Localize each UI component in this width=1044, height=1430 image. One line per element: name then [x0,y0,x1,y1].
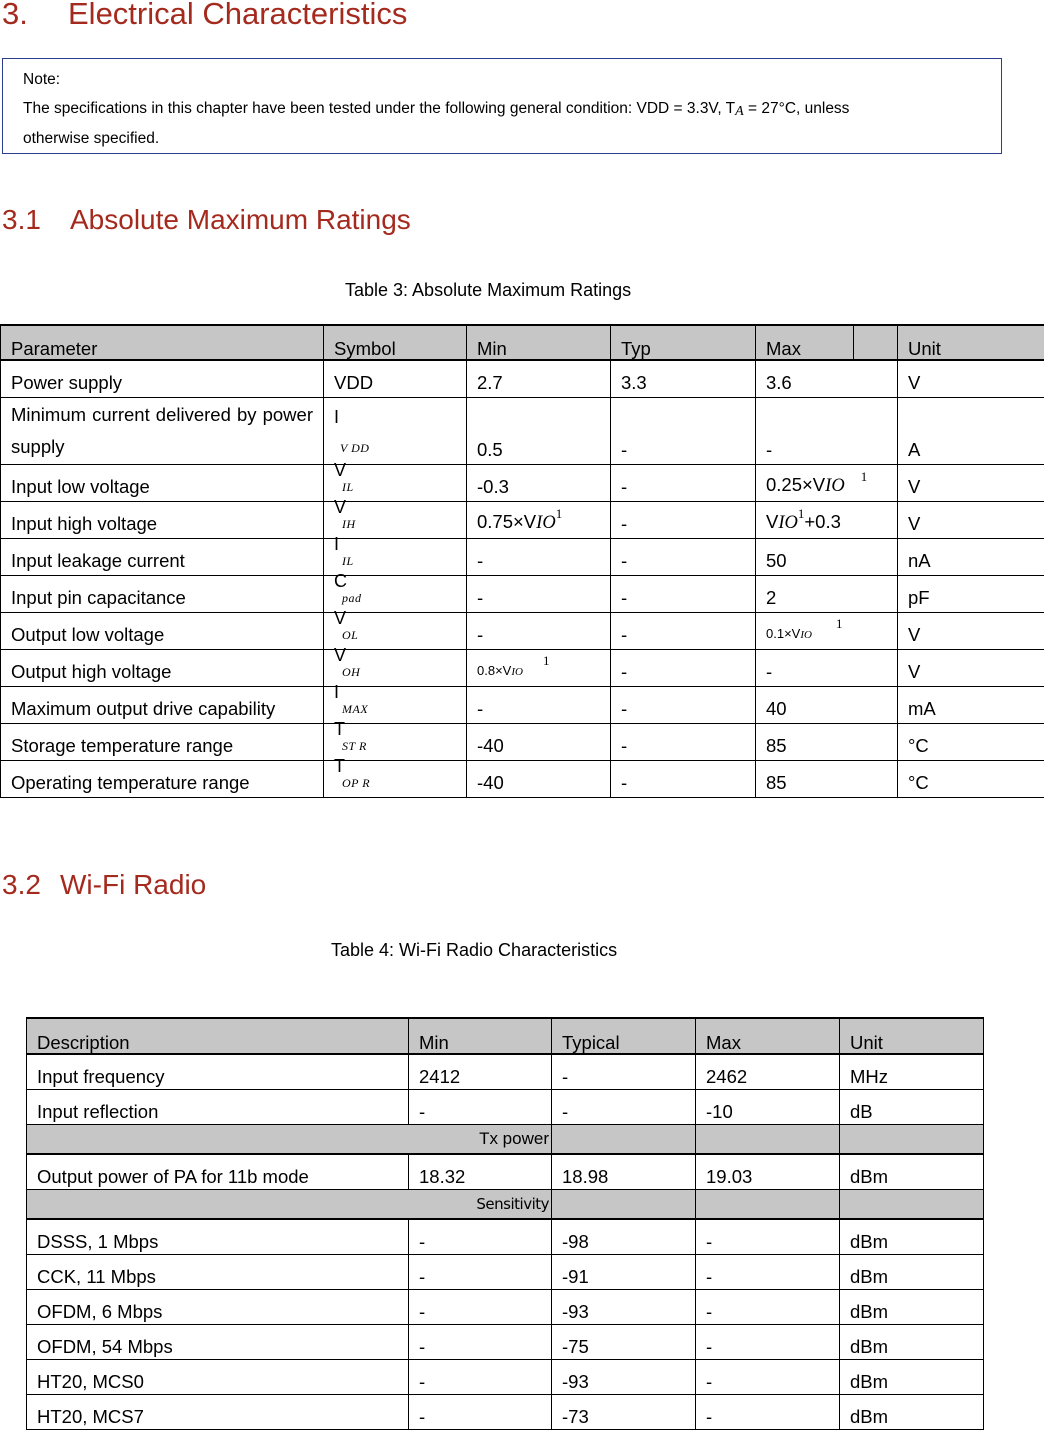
symbol-cell: V OH [324,650,467,687]
header-unit: Unit [840,1018,984,1054]
wifi-radio-table [26,1017,984,1430]
table-header-row [27,1018,984,1054]
table-header-row [1,325,1044,360]
section-number: 3.1 [2,204,70,236]
header-typ: Typ [611,325,756,360]
header-max: Max [756,325,854,360]
section-number: 3. [2,0,68,32]
header-symbol: Symbol [324,325,467,360]
header-max: Max [696,1018,840,1054]
table-row: Output low voltage V OL - - 0.1×VIO1 V [1,613,1044,650]
symbol-cell: I MAX [324,687,467,724]
table-row: Operating temperature range T OP R -40 - 85 °C [1,761,1044,798]
table-row: DSSS, 1 Mbps - -98 - dBm [27,1219,984,1255]
section-heading-3 [2,0,407,32]
section-title: Absolute Maximum Ratings [70,204,411,235]
table-row: Input high voltage V IH $0.75\times VIO^1$ - $VIO^1+0.3$ V [1,502,1044,539]
note-label: Note: [23,65,981,94]
table-row: OFDM, 6 Mbps - -93 - dBm [27,1290,984,1325]
section-number: 3.2 [2,869,60,901]
absolute-max-ratings-table [0,324,1044,798]
table-row: Input leakage current I IL - - 50 nA [1,539,1044,576]
table-row: Output power of PA for 11b mode 18.32 18.98 19.03 dBm [27,1154,984,1190]
band-label: Sensitivity [27,1190,552,1220]
header-typical: Typical [552,1018,696,1054]
header-min: Min [467,325,611,360]
note-subscript: A [735,104,744,119]
table-row: Input reflection - - -10 dB [27,1090,984,1125]
table-row: OFDM, 54 Mbps - -75 - dBm [27,1325,984,1360]
table-row: Input low voltage V IL -0.3 - 0.25×VIO $^1$ V [1,465,1044,502]
table-row: Input pin capacitance C pad - - 2 pF [1,576,1044,613]
table-row: Power supply VDD 2.7 3.3 3.6 V [1,360,1044,398]
header-unit: Unit [898,325,1044,360]
table-row: Input frequency 2412 - 2462 MHz [27,1054,984,1090]
note-box [2,58,1002,154]
symbol-cell: I V DD [324,398,467,465]
symbol-cell: T OP R [324,761,467,798]
header-blank [854,325,898,360]
section-heading-3-1 [2,204,411,236]
table-row: HT20, MCS7 - -73 - dBm [27,1395,984,1430]
section-title: Wi-Fi Radio [60,869,206,900]
table-row: Output high voltage V OH 0.8×VIO1 - - V [1,650,1044,687]
symbol-cell: V IH [324,502,467,539]
tx-power-band-row [27,1125,984,1155]
section-title: Electrical Characteristics [68,0,407,31]
sensitivity-band-row [27,1190,984,1220]
band-label: Tx power [27,1125,552,1155]
note-text: The specifications in this chapter have been tested under the following general condition: VDD = 3.3V, TA = 27°C, unless [23,94,981,124]
table-row: Minimum current delivered by power supply I V DD 0.5 - - A [1,398,1044,465]
header-min: Min [409,1018,552,1054]
symbol-cell: V IL [324,465,467,502]
section-heading-3-2 [2,869,206,901]
table-row: Storage temperature range T ST R -40 - 85 °C [1,724,1044,761]
note-text-line3: otherwise specified. [23,124,981,153]
symbol-cell: T ST R [324,724,467,761]
symbol-cell: C pad [324,576,467,613]
table-row: Maximum output drive capability I MAX - - 40 mA [1,687,1044,724]
table-row: HT20, MCS0 - -93 - dBm [27,1360,984,1395]
table-row: CCK, 11 Mbps - -91 - dBm [27,1255,984,1290]
symbol-cell: V OL [324,613,467,650]
table4-caption: Table 4: Wi-Fi Radio Characteristics [331,940,617,961]
table3-caption: Table 3: Absolute Maximum Ratings [345,280,631,301]
header-description: Description [27,1018,409,1054]
symbol-cell: I IL [324,539,467,576]
header-parameter: Parameter [1,325,324,360]
